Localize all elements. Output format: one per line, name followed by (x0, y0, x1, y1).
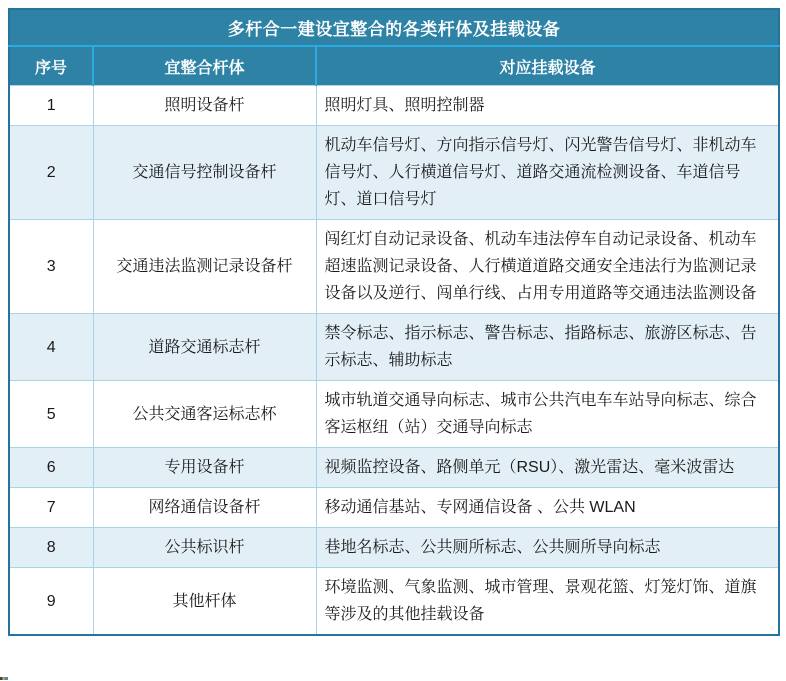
row-number-cell: 8 (9, 528, 93, 568)
table-row (9, 314, 779, 381)
devices-cell: 照明灯具、照明控制器 (316, 86, 779, 126)
row-number-cell: 5 (9, 381, 93, 448)
pole-type-cell: 专用设备杆 (93, 448, 316, 488)
devices-cell: 环境监测、气象监测、城市管理、景观花篮、灯笼灯饰、道旗等涉及的其他挂载设备 (316, 568, 779, 636)
table-row (9, 381, 779, 448)
table-row (9, 568, 779, 636)
table-row (9, 528, 779, 568)
row-number-cell: 3 (9, 220, 93, 314)
devices-cell: 禁令标志、指示标志、警告标志、指路标志、旅游区标志、告示标志、辅助标志 (316, 314, 779, 381)
pole-type-cell: 交通违法监测记录设备杆 (93, 220, 316, 314)
pole-type-cell: 照明设备杆 (93, 86, 316, 126)
pole-type-cell: 公共标识杆 (93, 528, 316, 568)
row-number-cell: 2 (9, 126, 93, 220)
table-header-row (9, 46, 779, 86)
pole-integration-table (8, 8, 780, 636)
row-number-cell: 4 (9, 314, 93, 381)
row-number-cell: 1 (9, 86, 93, 126)
screen-capture-artifact (0, 677, 8, 680)
pole-type-cell: 交通信号控制设备杆 (93, 126, 316, 220)
column-header-devices: 对应挂载设备 (316, 46, 779, 86)
devices-cell: 机动车信号灯、方向指示信号灯、闪光警告信号灯、非机动车信号灯、人行横道信号灯、道路交通流检测设备、车道信号灯、道口信号灯 (316, 126, 779, 220)
table-row (9, 488, 779, 528)
table-title: 多杆合一建设宜整合的各类杆体及挂载设备 (9, 9, 779, 46)
table-row (9, 220, 779, 314)
row-number-cell: 7 (9, 488, 93, 528)
table-row (9, 86, 779, 126)
row-number-cell: 6 (9, 448, 93, 488)
table-title-row (9, 9, 779, 46)
pole-type-cell: 网络通信设备杆 (93, 488, 316, 528)
table-row (9, 126, 779, 220)
devices-cell: 闯红灯自动记录设备、机动车违法停车自动记录设备、机动车超速监测记录设备、人行横道道路交通安全违法行为监测记录设备以及逆行、闯单行线、占用专用道路等交通违法监测设备 (316, 220, 779, 314)
devices-cell: 巷地名标志、公共厕所标志、公共厕所导向标志 (316, 528, 779, 568)
devices-cell: 移动通信基站、专网通信设备 、公共 WLAN (316, 488, 779, 528)
table-row (9, 448, 779, 488)
devices-cell: 视频监控设备、路侧单元（RSU）、激光雷达、毫米波雷达 (316, 448, 779, 488)
row-number-cell: 9 (9, 568, 93, 636)
pole-type-cell: 其他杆体 (93, 568, 316, 636)
column-header-pole: 宜整合杆体 (93, 46, 316, 86)
pole-type-cell: 公共交通客运标志杯 (93, 381, 316, 448)
column-header-no: 序号 (9, 46, 93, 86)
pole-type-cell: 道路交通标志杆 (93, 314, 316, 381)
devices-cell: 城市轨道交通导向标志、城市公共汽电车车站导向标志、综合客运枢纽（站）交通导向标志 (316, 381, 779, 448)
